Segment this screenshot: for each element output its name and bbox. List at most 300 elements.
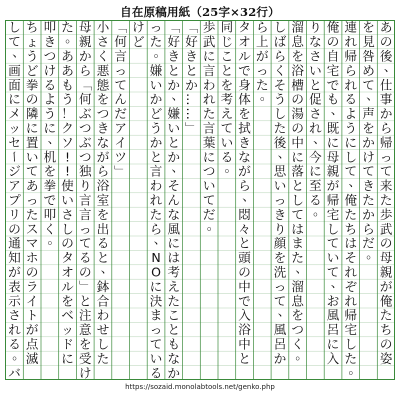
manuscript-char: う bbox=[344, 120, 358, 136]
manuscript-char: 好 bbox=[185, 34, 198, 50]
manuscript-char: ぶ bbox=[78, 134, 92, 150]
manuscript-grid bbox=[5, 20, 395, 380]
manuscript-char: さ bbox=[309, 106, 322, 122]
manuscript-char: う bbox=[61, 91, 74, 107]
manuscript-char: 使 bbox=[61, 178, 74, 194]
manuscript-char: と bbox=[167, 134, 181, 150]
manuscript-char: 言 bbox=[114, 48, 127, 64]
manuscript-char: 親 bbox=[326, 163, 340, 179]
manuscript-char: し bbox=[344, 336, 358, 352]
manuscript-char: 態 bbox=[96, 77, 110, 93]
manuscript-char: 「 bbox=[77, 78, 93, 92]
manuscript-char: 」 bbox=[77, 280, 93, 293]
manuscript-char: か bbox=[149, 91, 163, 107]
manuscript-char: ら bbox=[379, 120, 393, 136]
manuscript-char: を bbox=[61, 293, 74, 309]
manuscript-char: が bbox=[255, 48, 269, 64]
manuscript-char: わ bbox=[202, 77, 216, 93]
manuscript-char: は bbox=[291, 221, 304, 237]
manuscript-char: い bbox=[149, 77, 163, 93]
manuscript-char: て bbox=[202, 192, 216, 208]
manuscript-char: た bbox=[379, 307, 393, 323]
manuscript-char: 浴 bbox=[291, 62, 304, 78]
manuscript-char: 、 bbox=[277, 145, 291, 161]
manuscript-char: て bbox=[326, 235, 340, 251]
manuscript-char: 葉 bbox=[202, 134, 216, 150]
manuscript-char: た bbox=[273, 120, 287, 136]
manuscript-char: も bbox=[61, 77, 74, 93]
manuscript-char: さ bbox=[96, 34, 110, 50]
manuscript-char: そ bbox=[344, 250, 358, 266]
manuscript-char: つ bbox=[43, 48, 57, 64]
manuscript-char: の bbox=[379, 34, 393, 50]
manuscript-char: の bbox=[8, 221, 21, 237]
manuscript-char: 中 bbox=[238, 278, 251, 294]
manuscript-char: 声 bbox=[362, 106, 375, 122]
manuscript-char: れ bbox=[202, 91, 216, 107]
manuscript-char: 歩 bbox=[202, 19, 216, 35]
manuscript-char: 帰 bbox=[379, 134, 393, 150]
manuscript-column bbox=[184, 21, 199, 134]
manuscript-char: 、 bbox=[171, 159, 185, 175]
manuscript-char: 。 bbox=[12, 346, 25, 362]
manuscript-char: る bbox=[43, 77, 57, 93]
manuscript-char: 入 bbox=[238, 307, 251, 323]
manuscript-char: ま bbox=[291, 235, 304, 251]
manuscript-char: 鉢 bbox=[96, 278, 110, 294]
manuscript-char: 、 bbox=[171, 87, 185, 103]
manuscript-char: つ bbox=[78, 120, 92, 136]
manuscript-char: 言 bbox=[149, 163, 163, 179]
manuscript-char: て bbox=[362, 77, 375, 93]
manuscript-char: 通 bbox=[8, 235, 21, 251]
manuscript-char: ら bbox=[96, 163, 110, 179]
manuscript-char: き bbox=[238, 134, 251, 150]
manuscript-char: 母 bbox=[326, 149, 340, 165]
manuscript-char: つ bbox=[78, 149, 92, 165]
manuscript-char: せ bbox=[96, 322, 110, 338]
manuscript-char: か bbox=[167, 365, 181, 381]
manuscript-char: ば bbox=[273, 34, 287, 50]
manuscript-char: ら bbox=[362, 221, 375, 237]
manuscript-char: き bbox=[273, 206, 287, 222]
manuscript-char: に bbox=[326, 134, 340, 150]
manuscript-char: か bbox=[362, 134, 375, 150]
manuscript-char: つ bbox=[202, 163, 216, 179]
manuscript-char: バ bbox=[8, 365, 21, 381]
manuscript-char: じ bbox=[220, 34, 234, 50]
manuscript-column bbox=[238, 20, 255, 366]
manuscript-char: 槽 bbox=[291, 77, 304, 93]
manuscript-char: の bbox=[291, 120, 304, 136]
manuscript-char: 親 bbox=[379, 264, 393, 280]
manuscript-char: ド bbox=[61, 336, 74, 352]
manuscript-column bbox=[7, 20, 25, 381]
manuscript-char: 悪 bbox=[96, 62, 110, 78]
manuscript-char: て bbox=[362, 163, 375, 179]
manuscript-char: か bbox=[149, 134, 163, 150]
manuscript-char: そ bbox=[273, 77, 287, 93]
manuscript-char: 浴 bbox=[96, 178, 110, 194]
manuscript-column bbox=[150, 20, 167, 381]
manuscript-char: リ bbox=[8, 206, 21, 222]
manuscript-char: O bbox=[151, 264, 161, 280]
manuscript-char: る bbox=[149, 365, 163, 381]
manuscript-char: け bbox=[78, 365, 92, 381]
manuscript-char: よ bbox=[43, 91, 57, 107]
manuscript-char: 出 bbox=[96, 221, 110, 237]
manuscript-column bbox=[256, 20, 273, 103]
manuscript-char: に bbox=[326, 336, 340, 352]
manuscript-char: 風 bbox=[273, 322, 287, 338]
manuscript-char: わ bbox=[96, 307, 110, 323]
manuscript-char: 。 bbox=[65, 30, 78, 46]
manuscript-char: っ bbox=[273, 192, 287, 208]
manuscript-char: た bbox=[149, 206, 163, 222]
manuscript-char: 武 bbox=[379, 221, 393, 237]
manuscript-char: ラ bbox=[25, 278, 39, 294]
manuscript-char: に bbox=[149, 278, 163, 294]
manuscript-char: イ bbox=[114, 134, 127, 150]
manuscript-char: 置 bbox=[25, 134, 39, 150]
manuscript-char: 連 bbox=[344, 19, 358, 35]
manuscript-char: セ bbox=[8, 134, 21, 150]
manuscript-char: さ bbox=[309, 48, 322, 64]
manuscript-char: 合 bbox=[96, 293, 110, 309]
manuscript-char: つ bbox=[96, 106, 110, 122]
manuscript-char: あ bbox=[379, 19, 393, 35]
manuscript-char: 机 bbox=[43, 149, 57, 165]
manuscript-char: 親 bbox=[78, 34, 92, 50]
manuscript-char: い bbox=[202, 178, 216, 194]
manuscript-char: 呂 bbox=[326, 322, 340, 338]
manuscript-char: 、 bbox=[295, 260, 308, 276]
manuscript-char: い bbox=[149, 350, 163, 366]
manuscript-char: タ bbox=[238, 19, 251, 35]
manuscript-char: タ bbox=[61, 250, 74, 266]
manuscript-char: 示 bbox=[8, 293, 21, 309]
manuscript-char: を bbox=[291, 307, 304, 323]
manuscript-char: な bbox=[309, 34, 322, 50]
manuscript-char: 顔 bbox=[273, 235, 287, 251]
manuscript-char: ク bbox=[61, 120, 74, 136]
manuscript-char: に bbox=[8, 91, 21, 107]
manuscript-char: を bbox=[291, 48, 304, 64]
manuscript-char: 入 bbox=[326, 350, 340, 366]
manuscript-char: 表 bbox=[8, 278, 21, 294]
manuscript-char: っ bbox=[379, 149, 393, 165]
manuscript-char: 「 bbox=[183, 20, 199, 34]
manuscript-char: マ bbox=[25, 235, 39, 251]
manuscript-char: り bbox=[78, 178, 92, 194]
manuscript-char: ら bbox=[238, 178, 251, 194]
manuscript-char: し bbox=[344, 149, 358, 165]
manuscript-char: 促 bbox=[309, 91, 322, 107]
manuscript-char: と bbox=[78, 293, 92, 309]
manuscript-char: 母 bbox=[379, 250, 393, 266]
manuscript-char: た bbox=[362, 192, 375, 208]
manuscript-char: 武 bbox=[202, 34, 216, 50]
manuscript-char: 俺 bbox=[379, 293, 393, 309]
manuscript-char: け bbox=[132, 19, 145, 35]
manuscript-char: 、 bbox=[277, 303, 291, 319]
manuscript-char: し bbox=[273, 106, 287, 122]
manuscript-char: て bbox=[273, 293, 287, 309]
manuscript-char: そ bbox=[167, 178, 181, 194]
manuscript-char: 点 bbox=[25, 336, 39, 352]
manuscript-char: き bbox=[362, 178, 375, 194]
manuscript-char: れ bbox=[344, 293, 358, 309]
manuscript-char: る bbox=[344, 91, 358, 107]
manuscript-char: 宅 bbox=[326, 206, 340, 222]
manuscript-char: し bbox=[291, 192, 304, 208]
manuscript-char: 言 bbox=[78, 192, 92, 208]
manuscript-column bbox=[221, 20, 238, 175]
manuscript-char: に bbox=[61, 350, 74, 366]
manuscript-char: 」 bbox=[113, 164, 129, 178]
manuscript-char: 自 bbox=[326, 48, 340, 64]
manuscript-char: 宅 bbox=[326, 62, 340, 78]
manuscript-char: と bbox=[167, 322, 181, 338]
manuscript-char: だ bbox=[362, 235, 375, 251]
manuscript-char: な bbox=[167, 206, 181, 222]
manuscript-char: 。 bbox=[153, 44, 167, 60]
manuscript-char: を bbox=[96, 206, 110, 222]
manuscript-char: 嫌 bbox=[149, 62, 163, 78]
manuscript-char: 拭 bbox=[238, 120, 251, 136]
manuscript-char: 、 bbox=[153, 231, 167, 247]
manuscript-char: オ bbox=[238, 34, 251, 50]
manuscript-char: 。 bbox=[348, 361, 362, 377]
manuscript-char: あ bbox=[61, 48, 74, 64]
manuscript-char: 、 bbox=[383, 58, 397, 74]
manuscript-char: 帰 bbox=[344, 307, 358, 323]
manuscript-char: 、 bbox=[313, 130, 326, 146]
manuscript-char: て bbox=[114, 77, 127, 93]
manuscript-column bbox=[113, 21, 128, 178]
manuscript-char: 言 bbox=[202, 62, 216, 78]
manuscript-char: し bbox=[8, 19, 21, 35]
manuscript-char: れ bbox=[344, 34, 358, 50]
manuscript-char: と bbox=[309, 77, 322, 93]
manuscript-char: 体 bbox=[238, 91, 251, 107]
manuscript-char: ス bbox=[25, 221, 39, 237]
manuscript-column bbox=[78, 20, 93, 381]
manuscript-char: く bbox=[273, 62, 287, 78]
manuscript-char: 息 bbox=[291, 293, 304, 309]
manuscript-char: の bbox=[25, 91, 39, 107]
manuscript-char: で bbox=[326, 77, 340, 93]
manuscript-char: も bbox=[326, 91, 340, 107]
manuscript-char: 溜 bbox=[291, 19, 304, 35]
manuscript-char: で bbox=[238, 293, 251, 309]
manuscript-char: 溜 bbox=[291, 278, 304, 294]
manuscript-char: た bbox=[96, 350, 110, 366]
manuscript-char: 。 bbox=[366, 246, 379, 262]
manuscript-char: 。 bbox=[259, 87, 273, 103]
manuscript-char: た bbox=[167, 293, 181, 309]
manuscript-char: を bbox=[273, 250, 287, 266]
manuscript-char: 帰 bbox=[344, 48, 358, 64]
manuscript-char: ま bbox=[149, 307, 163, 323]
manuscript-char: よ bbox=[344, 106, 358, 122]
manuscript-char: 今 bbox=[309, 149, 322, 165]
manuscript-char: け bbox=[43, 62, 57, 78]
manuscript-char: 考 bbox=[167, 264, 181, 280]
manuscript-char: 帰 bbox=[326, 192, 340, 208]
manuscript-char: 、 bbox=[330, 274, 344, 290]
manuscript-char: ベ bbox=[61, 307, 74, 323]
manuscript-char: ソ bbox=[61, 134, 74, 150]
manuscript-char: ら bbox=[273, 48, 287, 64]
manuscript-char: こ bbox=[220, 48, 234, 64]
manuscript-char: 言 bbox=[78, 206, 92, 222]
manuscript-column bbox=[26, 20, 39, 366]
manuscript-char: な bbox=[96, 134, 110, 150]
manuscript-char: い bbox=[309, 62, 322, 78]
manuscript-char: け bbox=[362, 149, 375, 165]
manuscript-char: 悶 bbox=[238, 206, 251, 222]
manuscript-char: と bbox=[149, 149, 163, 165]
manuscript-char: 至 bbox=[309, 178, 322, 194]
manuscript-char: に bbox=[202, 149, 216, 165]
manuscript-char: 、 bbox=[242, 188, 255, 204]
manuscript-char: ど bbox=[25, 62, 39, 78]
manuscript-char: 俺 bbox=[344, 192, 358, 208]
manuscript-char: ッ bbox=[8, 120, 21, 136]
manuscript-char: わ bbox=[149, 178, 163, 194]
manuscript-char: っ bbox=[149, 19, 163, 35]
manuscript-char: 既 bbox=[326, 120, 340, 136]
manuscript-char: ッ bbox=[61, 322, 74, 338]
manuscript-char: ! bbox=[65, 163, 71, 179]
manuscript-char: ち bbox=[25, 19, 39, 35]
manuscript-char: ら bbox=[344, 62, 358, 78]
manuscript-char: 歩 bbox=[379, 206, 393, 222]
manuscript-char: れ bbox=[344, 77, 358, 93]
manuscript-char: 浴 bbox=[238, 322, 251, 338]
manuscript-char: ち bbox=[344, 221, 358, 237]
manuscript-char: 」 bbox=[183, 121, 199, 135]
manuscript-char: た bbox=[202, 106, 216, 122]
manuscript-char: 「 bbox=[166, 20, 182, 34]
manuscript-char: て bbox=[78, 235, 92, 251]
manuscript-char: る bbox=[220, 149, 234, 165]
manuscript-char: い bbox=[167, 120, 181, 136]
manuscript-char: い bbox=[326, 250, 340, 266]
manuscript-char: ょ bbox=[25, 34, 39, 50]
manuscript-char: と bbox=[291, 178, 304, 194]
manuscript-char: イ bbox=[25, 293, 39, 309]
manuscript-char: と bbox=[167, 62, 181, 78]
manuscript-char: き bbox=[185, 48, 198, 64]
manuscript-char: ツ bbox=[114, 149, 127, 165]
manuscript-char: 呂 bbox=[273, 336, 287, 352]
manuscript-char: う bbox=[25, 48, 39, 64]
manuscript-char: し bbox=[96, 336, 110, 352]
manuscript-char: い bbox=[61, 192, 74, 208]
manuscript-char: が bbox=[96, 149, 110, 165]
manuscript-char: 受 bbox=[78, 350, 92, 366]
manuscript-char: 嫌 bbox=[167, 106, 181, 122]
manuscript-char: た bbox=[379, 192, 393, 208]
manuscript-char: き bbox=[96, 120, 110, 136]
manuscript-char: ぶ bbox=[78, 106, 92, 122]
manuscript-char: 宅 bbox=[344, 322, 358, 338]
manuscript-char: て bbox=[25, 163, 39, 179]
manuscript-char: て bbox=[344, 163, 358, 179]
manuscript-char: た bbox=[344, 350, 358, 366]
manuscript-column bbox=[362, 20, 379, 261]
manuscript-char: 洗 bbox=[273, 264, 287, 280]
manuscript-char: い bbox=[220, 134, 234, 150]
manuscript-char: く bbox=[291, 336, 304, 352]
manuscript-char: て bbox=[220, 120, 234, 136]
manuscript-char: 。 bbox=[313, 202, 326, 218]
manuscript-char: 拳 bbox=[43, 178, 57, 194]
manuscript-char: 風 bbox=[326, 307, 340, 323]
manuscript-char: 言 bbox=[202, 120, 216, 136]
manuscript-char: 中 bbox=[238, 336, 251, 352]
manuscript-char: さ bbox=[61, 206, 74, 222]
manuscript-char: れ bbox=[344, 264, 358, 280]
manuscript-char: … bbox=[183, 107, 199, 120]
manuscript-char: の bbox=[78, 264, 92, 280]
manuscript-char: プ bbox=[8, 192, 21, 208]
manuscript-char: で bbox=[238, 62, 251, 78]
manuscript-char: 。 bbox=[47, 231, 61, 247]
manuscript-char: 仕 bbox=[379, 77, 393, 93]
manuscript-char: と bbox=[185, 62, 198, 78]
manuscript-char: に bbox=[25, 120, 39, 136]
manuscript-column bbox=[132, 20, 145, 49]
manuscript-char: れ bbox=[8, 322, 21, 338]
manuscript-char: 面 bbox=[8, 77, 21, 93]
manuscript-char: っ bbox=[273, 278, 287, 294]
manuscript-char: 、 bbox=[330, 102, 344, 118]
manuscript-char: ア bbox=[8, 178, 21, 194]
manuscript-char: 好 bbox=[167, 34, 181, 50]
manuscript-char: ジ bbox=[8, 163, 21, 179]
manuscript-char: い bbox=[25, 149, 39, 165]
manuscript-char: を bbox=[362, 19, 375, 35]
manuscript-char: ん bbox=[167, 192, 181, 208]
manuscript-char: っ bbox=[114, 62, 127, 78]
manuscript-char: て bbox=[379, 163, 393, 179]
manuscript-char: 叩 bbox=[43, 206, 57, 222]
manuscript-char: さ bbox=[8, 307, 21, 323]
manuscript-char: し bbox=[61, 221, 74, 237]
manuscript-char: の bbox=[291, 91, 304, 107]
manuscript-char: て bbox=[291, 206, 304, 222]
manuscript-char: … bbox=[183, 92, 199, 106]
manuscript-char: ホ bbox=[25, 250, 39, 266]
manuscript-char: う bbox=[149, 120, 163, 136]
manuscript-char: 、 bbox=[100, 260, 114, 276]
manuscript-char: 俺 bbox=[326, 19, 340, 35]
manuscript-char: 姿 bbox=[379, 350, 393, 366]
manuscript-column bbox=[344, 20, 361, 377]
manuscript-char: に bbox=[167, 235, 181, 251]
manuscript-char: 注 bbox=[78, 307, 92, 323]
manuscript-char: く bbox=[43, 221, 57, 237]
manuscript-char: に bbox=[43, 120, 57, 136]
manuscript-char: 、 bbox=[47, 130, 61, 146]
manuscript-column bbox=[309, 20, 326, 218]
manuscript-char: を bbox=[238, 106, 251, 122]
manuscript-char: 拳 bbox=[25, 77, 39, 93]
manuscript-char: を bbox=[43, 163, 57, 179]
